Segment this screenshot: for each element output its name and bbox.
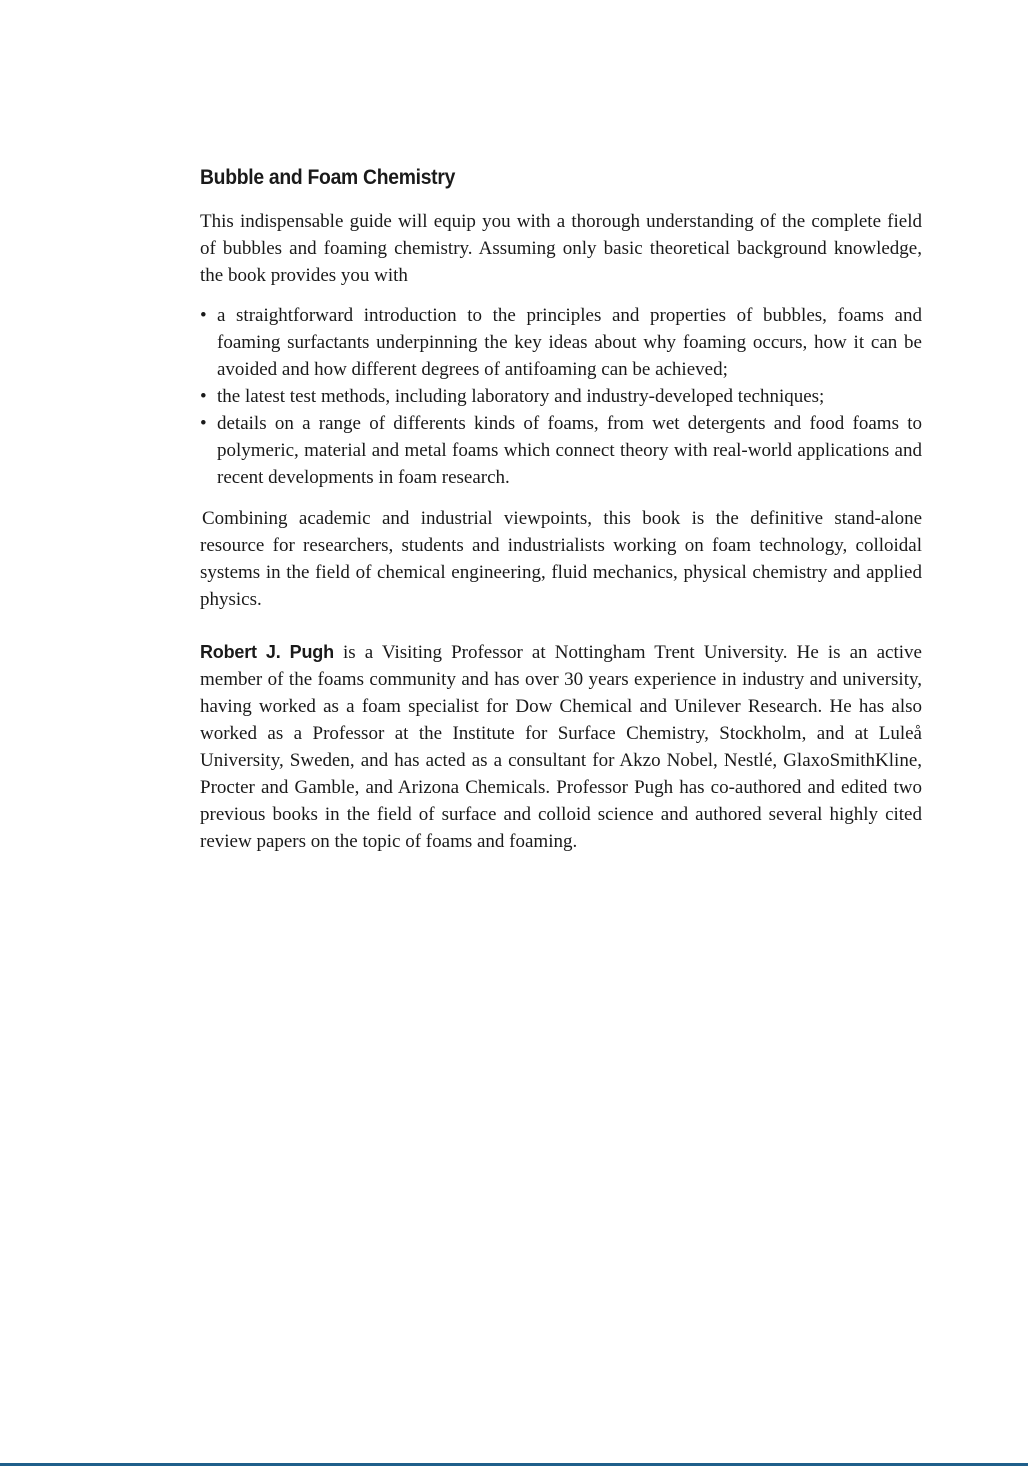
summary-paragraph: Combining academic and industrial viewpoints, this book is the definitive stand-alone resource for researchers, students and industrialists working on foam technology, colloidal systems in the field of chemical engineering, fluid mechanics, physical chemistry and applied physics. xyxy=(200,508,922,610)
list-item xyxy=(200,302,922,383)
list-item xyxy=(200,383,922,410)
bullet-icon: • xyxy=(200,305,207,326)
list-item-text: details on a range of differents kinds of foams, from wet detergents and food foams to polymeric, material and metal foams which connect theory with real-world applications and recent developments in foam research. xyxy=(217,413,922,488)
intro-paragraph: This indispensable guide will equip you with a thorough understanding of the complete field of bubbles and foaming chemistry. Assuming only basic theoretical background knowledge, the book provides you with xyxy=(200,211,922,286)
bullet-icon: • xyxy=(200,386,207,407)
author-bio xyxy=(200,639,922,855)
bullet-icon: • xyxy=(200,413,207,434)
author-name: Robert J. Pugh xyxy=(200,642,334,662)
book-blurb xyxy=(200,164,922,855)
feature-list xyxy=(200,302,922,491)
list-item xyxy=(200,410,922,491)
list-item-text: the latest test methods, including laboratory and industry-developed techniques; xyxy=(217,386,825,407)
author-bio-text: is a Visiting Professor at Nottingham Trent University. He is an active member of the foams community and has over 30 years experience in industry and university, having worked as a foam specialist for Dow Chemical and Unilever Research. He has also worked as a Professor at the Institute for Surface Chemistry, Stockholm, and at Luleå University, Sweden, and has acted as a consultant for Akzo Nobel, Nestlé, GlaxoSmithKline, Procter and Gamble, and Arizona Chemicals. Professor Pugh has co-authored and edited two previous books in the field of surface and colloid science and authored several highly cited review papers on the topic of foams and foaming. xyxy=(200,642,922,852)
book-title: Bubble and Foam Chemistry xyxy=(200,166,456,189)
list-item-text: a straightforward introduction to the principles and properties of bubbles, foams and foaming surfactants underpinning the key ideas about why foaming occurs, how it can be avoided and how different degrees of antifoaming can be achieved; xyxy=(217,305,922,380)
